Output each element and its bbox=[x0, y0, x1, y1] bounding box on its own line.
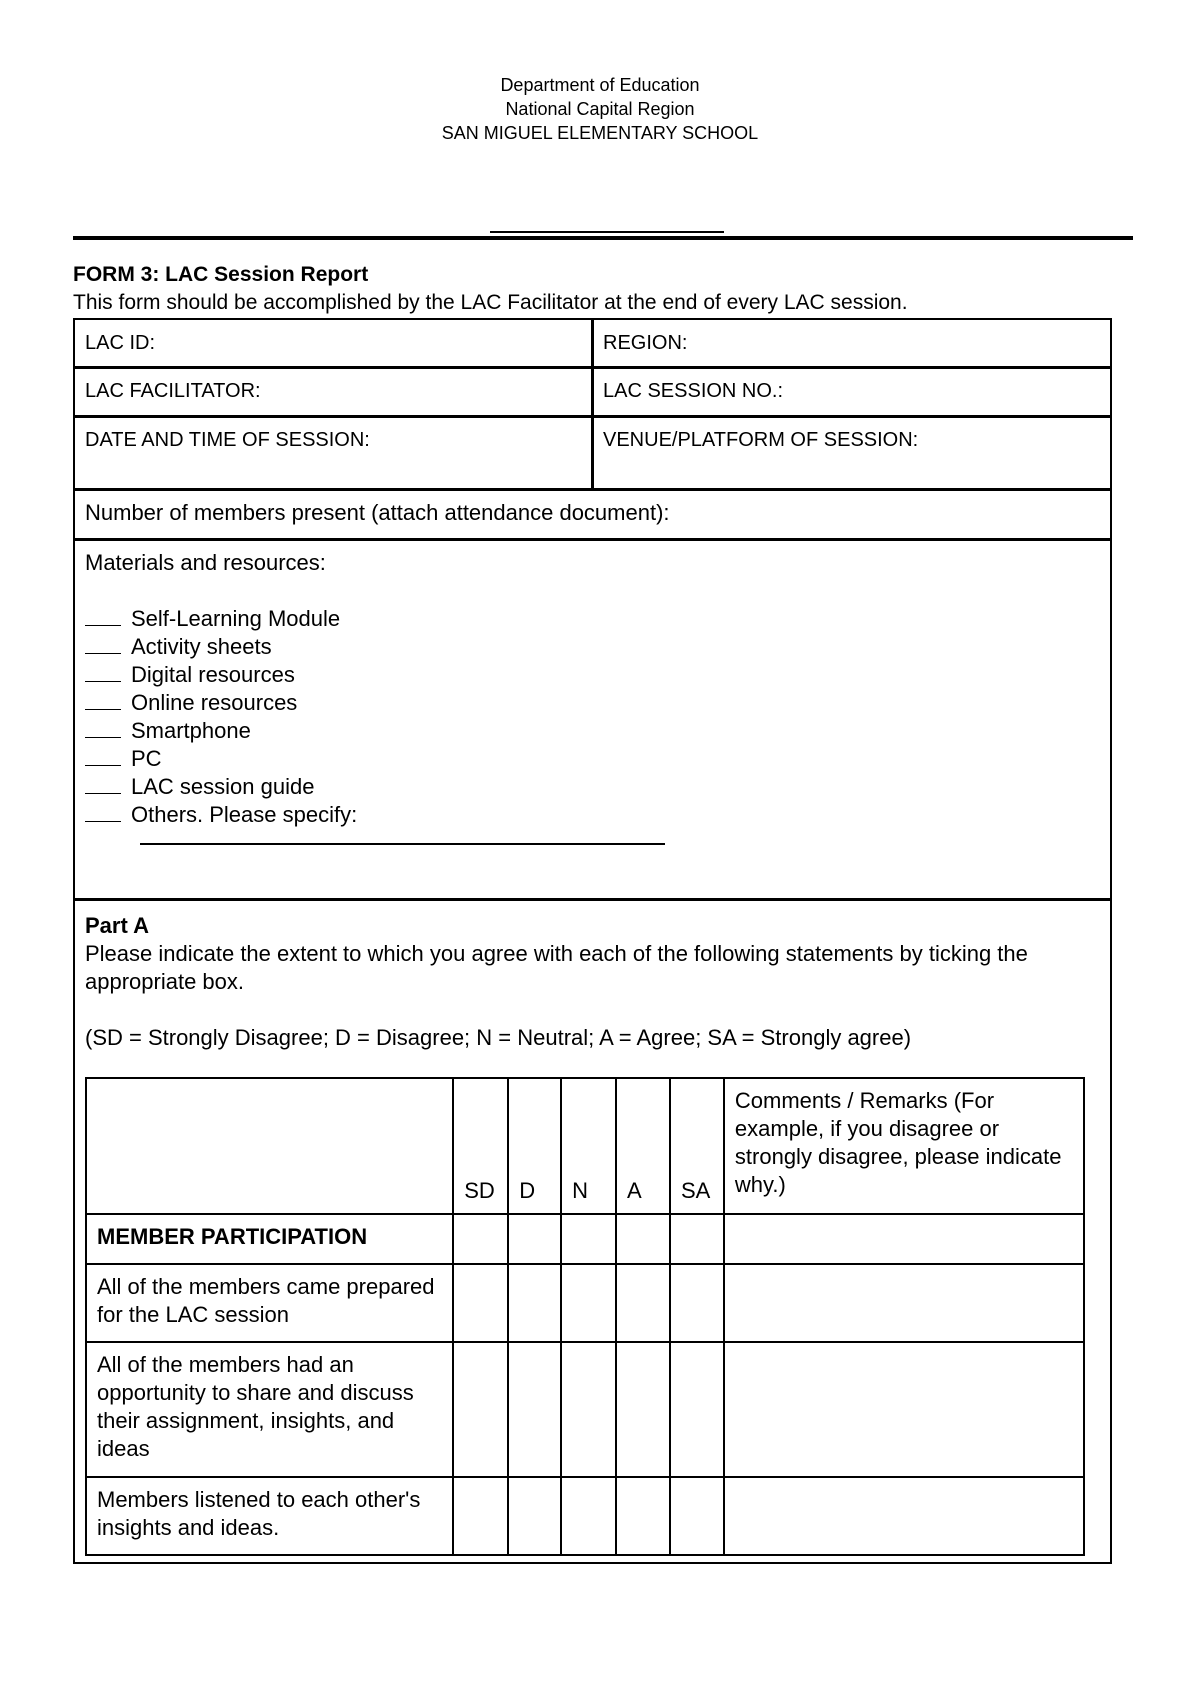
rating-cell[interactable] bbox=[508, 1477, 561, 1555]
region-field[interactable]: REGION: bbox=[603, 332, 688, 354]
comment-cell[interactable] bbox=[724, 1477, 1084, 1555]
scale-n-header: N bbox=[561, 1078, 616, 1214]
rating-cell[interactable] bbox=[561, 1477, 616, 1555]
table-row bbox=[86, 1342, 1084, 1477]
comment-cell[interactable] bbox=[724, 1342, 1084, 1477]
part-a-section bbox=[85, 912, 1095, 1052]
materials-item-others[interactable]: Others. Please specify: bbox=[85, 801, 665, 829]
date-time-field[interactable]: DATE AND TIME OF SESSION: bbox=[85, 429, 370, 451]
header-short-rule bbox=[490, 231, 724, 233]
rating-cell[interactable] bbox=[561, 1342, 616, 1477]
materials-label: Materials and resources: bbox=[85, 550, 326, 575]
school-name: SAN MIGUEL ELEMENTARY SCHOOL bbox=[441, 123, 759, 143]
scale-sd-header: SD bbox=[453, 1078, 508, 1214]
rating-cell[interactable] bbox=[561, 1264, 616, 1342]
members-present-field[interactable]: Number of members present (attach attendance document): bbox=[85, 500, 670, 525]
tick-blank[interactable] bbox=[85, 803, 121, 822]
venue-platform-field[interactable]: VENUE/PLATFORM OF SESSION: bbox=[603, 429, 919, 451]
materials-item-pc[interactable]: PC bbox=[85, 745, 665, 773]
materials-item-online-resources[interactable]: Online resources bbox=[85, 689, 665, 717]
materials-item-smartphone[interactable]: Smartphone bbox=[85, 717, 665, 745]
tick-blank[interactable] bbox=[85, 607, 121, 626]
lac-session-no-field[interactable]: LAC SESSION NO.: bbox=[603, 380, 784, 402]
member-participation-heading: MEMBER PARTICIPATION bbox=[86, 1214, 453, 1264]
materials-item-activity-sheets[interactable]: Activity sheets bbox=[85, 633, 665, 661]
statement-cell: All of the members had an opportunity to share and discuss their assignment, insights, and ideas bbox=[86, 1342, 453, 1477]
tick-blank[interactable] bbox=[85, 663, 121, 682]
materials-item-self-learning-module[interactable]: Self-Learning Module bbox=[85, 605, 665, 633]
table-row bbox=[86, 1264, 1084, 1342]
tick-blank[interactable] bbox=[85, 747, 121, 766]
statement-header-cell bbox=[86, 1078, 453, 1214]
form-title: FORM 3: LAC Session Report bbox=[73, 263, 369, 286]
tick-blank[interactable] bbox=[85, 775, 121, 794]
others-specify-line[interactable] bbox=[140, 843, 665, 845]
table-row bbox=[86, 1477, 1084, 1555]
rating-cell[interactable] bbox=[670, 1264, 724, 1342]
rating-header-row bbox=[86, 1078, 1084, 1214]
rating-cell[interactable] bbox=[561, 1214, 616, 1264]
tick-blank[interactable] bbox=[85, 691, 121, 710]
statement-cell: All of the members came prepared for the LAC session bbox=[86, 1264, 453, 1342]
tick-blank[interactable] bbox=[85, 635, 121, 654]
section-row bbox=[86, 1214, 1084, 1264]
rating-cell[interactable] bbox=[616, 1342, 670, 1477]
rating-cell[interactable] bbox=[670, 1214, 724, 1264]
comment-cell[interactable] bbox=[724, 1214, 1084, 1264]
tick-blank[interactable] bbox=[85, 719, 121, 738]
rating-cell[interactable] bbox=[616, 1264, 670, 1342]
rating-cell[interactable] bbox=[670, 1342, 724, 1477]
rating-cell[interactable] bbox=[670, 1477, 724, 1555]
part-a-instruction: Please indicate the extent to which you agree with each of the following statements by ticking the appropriate box. bbox=[85, 941, 1028, 994]
scale-sa-header: SA bbox=[670, 1078, 724, 1214]
row-divider bbox=[75, 898, 1110, 901]
rating-cell[interactable] bbox=[453, 1264, 508, 1342]
materials-item-digital-resources[interactable]: Digital resources bbox=[85, 661, 665, 689]
region-name: National Capital Region bbox=[505, 99, 695, 119]
rating-cell[interactable] bbox=[508, 1264, 561, 1342]
rating-cell[interactable] bbox=[508, 1342, 561, 1477]
rating-cell[interactable] bbox=[508, 1214, 561, 1264]
lac-report-form bbox=[73, 318, 1112, 1564]
part-a-legend: (SD = Strongly Disagree; D = Disagree; N = Neutral; A = Agree; SA = Strongly agree) bbox=[85, 1025, 912, 1050]
comments-header: Comments / Remarks (For example, if you disagree or strongly disagree, please indicate why.) bbox=[724, 1078, 1084, 1214]
rating-cell[interactable] bbox=[616, 1214, 670, 1264]
header-rule bbox=[73, 236, 1133, 240]
form-subtitle: This form should be accomplished by the LAC Facilitator at the end of every LAC session. bbox=[73, 291, 908, 314]
comment-cell[interactable] bbox=[724, 1264, 1084, 1342]
part-a-title: Part A bbox=[85, 913, 149, 938]
lac-facilitator-field[interactable]: LAC FACILITATOR: bbox=[85, 380, 261, 402]
rating-cell[interactable] bbox=[453, 1214, 508, 1264]
materials-checklist bbox=[85, 605, 665, 845]
scale-d-header: D bbox=[508, 1078, 561, 1214]
document-header bbox=[0, 73, 1200, 145]
rating-table bbox=[85, 1077, 1085, 1556]
scale-a-header: A bbox=[616, 1078, 670, 1214]
department-name: Department of Education bbox=[500, 75, 700, 95]
rating-cell[interactable] bbox=[453, 1477, 508, 1555]
statement-cell: Members listened to each other's insights and ideas. bbox=[86, 1477, 453, 1555]
lac-id-field[interactable]: LAC ID: bbox=[85, 332, 156, 354]
materials-item-lac-session-guide[interactable]: LAC session guide bbox=[85, 773, 665, 801]
rating-cell[interactable] bbox=[453, 1342, 508, 1477]
rating-cell[interactable] bbox=[616, 1477, 670, 1555]
